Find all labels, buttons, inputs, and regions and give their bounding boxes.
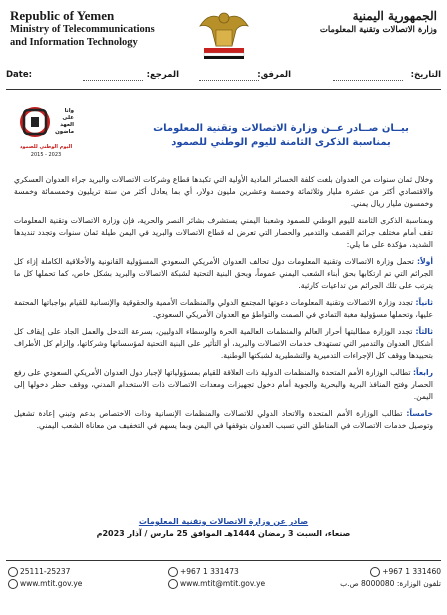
ministry-name-en-line1: Ministry of Telecommunications [10, 24, 155, 35]
country-name-ar: الجمهورية اليمنية [352, 9, 437, 23]
point-3 [14, 326, 433, 362]
point-3-text: تجدد الوزارة مطالبتها أحرار العالم والمنظمات العالمية الحرة والوسطاء الدوليين، بسرعة التدخل والعمل الجاد على إيقاف كل أشكال العدوان والتدمير التي تستهدف خدمات الاتصالات والبريد، أو التأثير على البنية التحتية لمؤسساتها وشركاتها، وإلزام كل الأطراف بتحييدها ووقف كل الإجراءات التدميرية والتشطيرية لشبكتها الوطنية. [14, 327, 433, 360]
point-1 [14, 256, 433, 292]
paragraph-1: وخلال ثمان سنوات من العدوان بلغت كلفة الخسائر المادية الأولية التي تكبدها قطاع وشركات الاتصالات والبريد جراء العدوان العسكري والاقتصادي أكثر من عشرة مليار وثلاثمائة وخمسة وعشرين مليون دولار، أي بما يعادل أكثر من ستة تريليون وخمسمائة وخمسة وخمسون مليار ريال يمني. [14, 175, 433, 208]
fax-icon [8, 567, 18, 577]
footer-col-left [6, 566, 82, 590]
attachment-field [199, 70, 259, 81]
logo-caption: اليوم الوطني للصمود [19, 144, 73, 150]
footer-phone-2: +967 1 331460 [382, 567, 441, 576]
point-4-number: رابعاً: [412, 368, 433, 377]
national-steadfastness-day-logo [18, 104, 74, 164]
point-2 [14, 297, 433, 321]
reference-field [83, 70, 143, 81]
logo-word-3: العهد [60, 122, 74, 128]
web-icon [8, 579, 18, 589]
footer-email[interactable]: www.mtit@mtit.gov.ye [180, 579, 266, 588]
email-icon [168, 579, 178, 589]
signature-issuer: صادر عن وزارة الاتصالات وتقنية المعلومات [138, 517, 309, 526]
ministry-name-ar: وزارة الاتصالات وتقنية المعلومات [319, 25, 437, 35]
statement-body [14, 174, 433, 437]
footer-po-box: 8000080 [361, 579, 395, 588]
english-letterhead [10, 8, 170, 49]
footer-phone-1: +967 1 331473 [180, 567, 239, 576]
signature-block [60, 516, 387, 540]
statement-title [131, 122, 431, 150]
logo-word-4: ماضون [55, 129, 74, 135]
date-label-ar: التاريخ: [410, 70, 441, 80]
logo-years: 2015 - 2023 [30, 152, 62, 158]
footer-po-prefix: تلفون الوزارة: [396, 579, 441, 588]
date-label-en: Date: [6, 70, 33, 80]
point-5-text: تطالب الوزارة الأمم المتحدة والاتحاد الدولي للاتصالات والمنظمات الإنسانية وذات الاختصاص بدعم وتبني إعادة تشغيل وتوصيل خدمات الاتصالات في المناطق التي تسبب العدوان بتوقفها في اليمن وبما يسهم في التخفيف من معاناة الشعب اليمني. [14, 409, 433, 430]
point-5 [14, 408, 433, 432]
logo-word-2: على [62, 115, 74, 121]
point-4 [14, 367, 433, 403]
point-2-text: تجدد وزارة الاتصالات وتقنية المعلومات دعوتها المجتمع الدولي والمنظمات الأممية والحقوقية والإنسانية للقيام بواجباتها المحتمة عليها، وتحملها مسؤولية مغبة التمادي في الصمت والتواطؤ مع العدوان الأمريكي السعودي. [14, 298, 433, 319]
letterhead-footer [6, 566, 441, 606]
footer-divider [6, 560, 441, 561]
point-1-text: تحمل وزارة الاتصالات وتقنية المعلومات دول تحالف العدوان الأمريكي السعودي المسؤولية القانونية والأخلاقية الكاملة إزاء كل الجرائم التي تم ارتكابها بحق أبناء الشعب اليمني عموماً، وبحق البنية التحتية لشبكة الاتصالات والبريد بشكل خاص، كما تحملها كل ما يترتب على تلك الجرائم من تداعيات كارثية. [14, 257, 433, 290]
title-line-1: بيــان صــادر عــن وزارة الاتصالات وتقنية المعلومات [153, 123, 409, 134]
title-line-2: بمناسبة الذكرى الثامنة لليوم الوطني للصمود [171, 137, 391, 148]
point-2-number: ثانياً: [415, 298, 433, 307]
reference-label: المرجع: [146, 70, 179, 80]
footer-col-middle [166, 566, 265, 590]
footer-col-right [340, 566, 441, 590]
logo-word-1: وانا [64, 108, 74, 114]
header-divider [6, 89, 441, 90]
phone-icon [168, 567, 178, 577]
footer-fax: 25111-25237 [20, 567, 71, 576]
point-4-text: تطالب الوزارة الأمم المتحدة والمنظمات الدولية ذات العلاقة للقيام بمسؤولياتها لإجبار دول العدوان الأمريكي السعودي على رفع الحصار وفتح المنافذ البرية والبحرية والجوية أمام دخول تجهيزات ومعدات الاتصالات ذات الاستخدام المدني، ووقف حظر دخولها إلى اليمن. [14, 368, 433, 401]
date-field [333, 70, 403, 81]
point-1-number: أولاً: [416, 257, 433, 266]
point-5-number: خامساً: [406, 409, 433, 418]
attachment-label: المرفق: [257, 70, 291, 80]
arabic-letterhead [287, 8, 437, 37]
footer-po-label: ص.ب [340, 579, 359, 588]
phone-icon [370, 567, 380, 577]
ministry-name-en-line2: and Information Technology [10, 37, 138, 48]
yemen-eagle-emblem-icon [196, 6, 252, 60]
footer-website[interactable]: www.mtit.gov.ye [20, 579, 83, 588]
paragraph-2: وبمناسبة الذكرى الثامنة لليوم الوطني للصمود وشعبنا اليمني يستشرف بشائر النصر والحرية، فإن وزارة الاتصالات وتقنية المعلومات تقف أمام مختلف جرائم القصف والتدمير والحصار التي تعرض له قطاع الاتصالات والبريد في اليمن طيلة ثمان سنوات وتجدد تنديدها الشديد، مؤكدة على ما يلي: [14, 216, 433, 249]
country-name-en: Republic of Yemen [10, 8, 115, 23]
point-3-number: ثالثاً: [415, 327, 433, 336]
reference-line [6, 70, 441, 84]
signature-date: صنعاء، السبت 3 رمضان 1444هـ الموافق 25 مارس / آذار 2023م [96, 529, 351, 538]
